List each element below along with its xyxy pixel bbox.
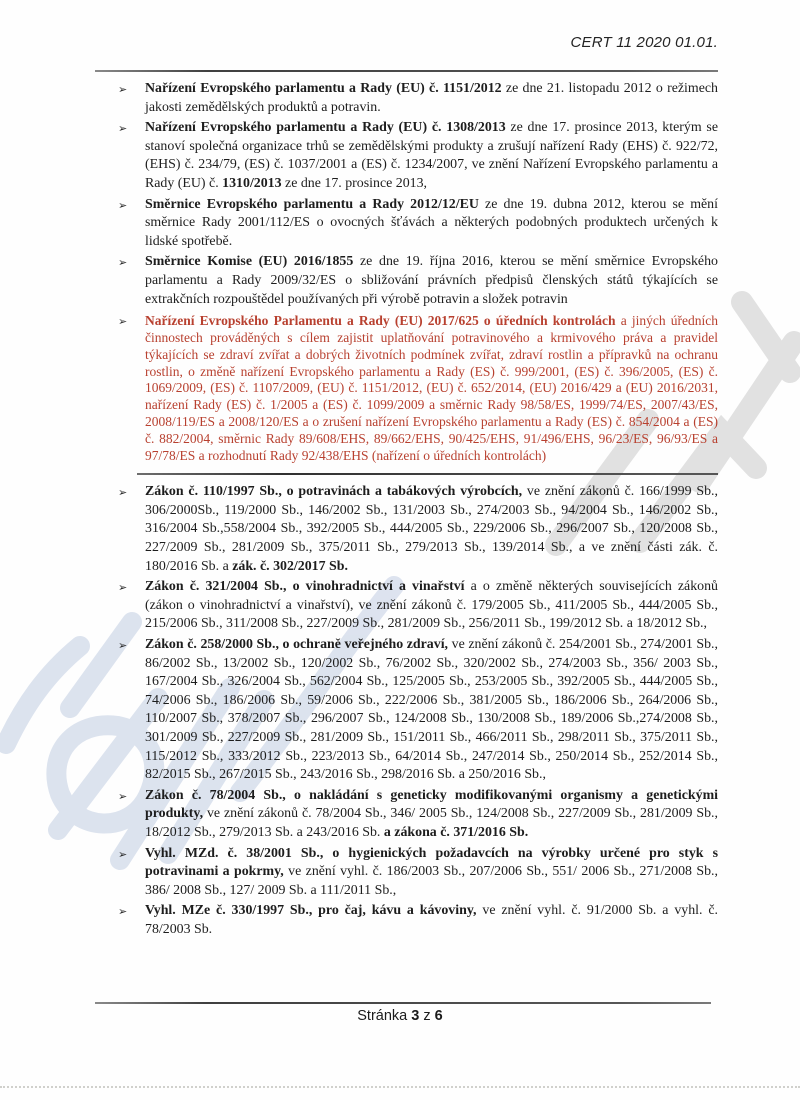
arrow-bullet-icon: ➢	[118, 315, 128, 329]
list-item	[95, 119, 718, 193]
list-item-text: Směrnice Evropského parlamentu a Rady 2012/12/EU ze dne 19. dubna 2012, kterou se mění směrnice Rady 2001/112/ES o ovocných šťávách a některých podobných produktech určených k lidské spotřebě.	[145, 196, 718, 249]
list-item-text: Nařízení Evropského Parlamentu a Rady (EU) 2017/625 o úředních kontrolách a jiných úředních činnostech prováděných s cílem zajistit uplatňování potravinového a krmivového práva a pravidel týkajících se zdraví zvířat a dobrých životních podmínek zvířat, zdraví rostlin a přípravků na ochranu rostlin, o změně nařízení Evropského parlamentu a Rady (ES) č. 999/2001, (ES) č. 396/2005, (ES) č. 1069/2009, (ES) č. 1107/2009, (EU) č. 1151/2012, (EU) č. 652/2014, (EU) 2016/429 a (EU) 2016/2031, nařízení Rady (ES) č. 1/2005 a (ES) č. 1099/2009 a směrnic Rady 98/58/ES, 1999/74/ES, 2007/43/ES, 2008/119/ES a 2008/120/ES a o zrušení nařízení Evropského parlamentu a Rady (ES) č. 854/2004 a (ES) č. 882/2004, směrnic Rady 89/608/EHS, 89/662/EHS, 90/425/EHS, 91/496/EHS, 96/23/ES, 96/93/ES a 97/78/ES a rozhodnutí Rady 92/438/EHS (nařízení o úředních kontrolách)	[145, 313, 718, 463]
list-item-text: Zákon č. 321/2004 Sb., o vinohradnictví a vinařství a o změně některých souvisejících zákonů (zákon o vinohradnictví a vinařství), ve znění zákonů č. 179/2005 Sb., 411/2005 Sb., 444/2005 Sb., 215/2006 Sb., 311/2008 Sb., 227/2009 Sb., 281/2009 Sb., 256/2011 Sb., 199/2012 Sb. a 18/2012 Sb.,	[145, 579, 718, 632]
arrow-bullet-icon: ➢	[118, 83, 128, 96]
list-item	[95, 196, 718, 252]
list-item-text: Nařízení Evropského parlamentu a Rady (EU) č. 1308/2013 ze dne 17. prosince 2013, kterým se stanoví společná organizace trhů se zemědělskými produkty a zrušují nařízení Rady (EHS) č. 922/72, (EHS) č. 234/79, (ES) č. 1037/2001 a (ES) č. 1234/2007, ve znění Nařízení Evropského parlamentu a Rady (EU) č. 1310/2013 ze dne 17. prosince 2013,	[145, 120, 718, 191]
list-item	[95, 787, 718, 843]
list-item	[95, 902, 718, 939]
list-item	[95, 845, 718, 901]
arrow-bullet-icon: ➢	[118, 581, 128, 595]
header-divider-line	[95, 70, 718, 72]
list-item	[95, 636, 718, 785]
list-item	[95, 253, 718, 309]
arrow-bullet-icon: ➢	[118, 789, 128, 803]
list-item-text: Zákon č. 110/1997 Sb., o potravinách a tabákových výrobcích, ve znění zákonů č. 166/1999 Sb., 306/2000Sb., 119/2000 Sb., 146/2002 Sb., 131/2003 Sb., 274/2003 Sb., 94/2004 Sb., 146/2002 Sb., 316/2004 Sb.,558/2004 Sb., 392/2005 Sb., 444/2005 Sb., 229/2006 Sb., 296/2007 Sb., 120/2008 Sb., 227/2009 Sb., 281/2009 Sb., 375/2011 Sb., 279/2013 Sb., 139/2014 Sb., a ve znění části zák. č. 180/2016 Sb. a zák. č. 302/2017 Sb.	[145, 484, 718, 574]
list-item	[95, 483, 718, 576]
national-law-list	[95, 483, 718, 939]
arrow-bullet-icon: ➢	[118, 486, 128, 500]
eu-regulation-list	[95, 80, 718, 464]
list-item	[95, 80, 718, 117]
list-item-text: Zákon č. 258/2000 Sb., o ochraně veřejného zdraví, ve znění zákonů č. 254/2001 Sb., 274/2001 Sb., 86/2002 Sb., 13/2002 Sb., 120/2002 Sb., 76/2002 Sb., 320/2002 Sb., 274/2003 Sb., 356/ 2003 Sb., 167/2004 Sb., 326/2004 Sb., 562/2004 Sb., 125/2005 Sb., 253/2005 Sb., 392/2005 Sb., 444/2005 Sb., 74/2006 Sb., 186/2006 Sb., 59/2006 Sb., 222/2006 Sb., 381/2005 Sb., 186/2006 Sb., 264/2006 Sb., 110/2007 Sb., 378/2007 Sb., 296/2007 Sb., 124/2008 Sb., 130/2008 Sb., 189/2006 Sb.,274/2008 Sb., 301/2009 Sb., 227/2009 Sb., 281/2009 Sb., 151/2011 Sb., 466/2011 Sb., 298/2011 Sb., 375/2011 Sb., 115/2012 Sb., 333/2012 Sb., 223/2013 Sb., 64/2014 Sb., 247/2014 Sb., 250/2014 Sb., 252/2014 Sb., 82/2015 Sb., 267/2015 Sb., 243/2016 Sb., 298/2016 Sb. a 250/2016 Sb.,	[145, 637, 718, 783]
arrow-bullet-icon: ➢	[118, 847, 128, 861]
scan-edge-artifact	[0, 1086, 800, 1088]
document-code: CERT 11 2020 01.01.	[570, 34, 718, 51]
arrow-bullet-icon: ➢	[118, 639, 128, 653]
section-divider-line	[137, 473, 718, 475]
list-item-text: Vyhl. MZd. č. 38/2001 Sb., o hygienických požadavcích na výrobky určené pro styk s potravinami a pokrmy, ve znění vyhl. č. 186/2003 Sb., 207/2006 Sb., 551/ 2006 Sb., 271/2008 Sb., 386/ 2008 Sb., 127/ 2009 Sb. a 111/2011 Sb.,	[145, 845, 718, 898]
arrow-bullet-icon: ➢	[118, 198, 128, 212]
content-area	[95, 80, 718, 942]
list-item	[95, 313, 718, 464]
list-item	[95, 578, 718, 634]
list-item-text: Směrnice Komise (EU) 2016/1855 ze dne 19. října 2016, kterou se mění směrnice Evropského parlamentu a Rady 2009/32/ES o sbližování právních předpisů členských států týkajících se extrakčních rozpouštědel používaných při výrobě potravin a složek potravin	[145, 254, 718, 307]
list-item-text: Zákon č. 78/2004 Sb., o nakládání s geneticky modifikovanými organismy a genetickými produkty, ve znění zákonů č. 78/2004 Sb., 346/ 2005 Sb., 124/2008 Sb., 227/2009 Sb., 281/2009 Sb., 18/2012 Sb., 279/2013 Sb. a 243/2016 Sb. a zákona č. 371/2016 Sb.	[145, 787, 718, 840]
list-item-text: Vyhl. MZe č. 330/1997 Sb., pro čaj, kávu a kávoviny, ve znění vyhl. č. 91/2000 Sb. a vyhl. č. 78/2003 Sb.	[145, 903, 718, 937]
footer-divider-line	[95, 1002, 711, 1004]
arrow-bullet-icon: ➢	[118, 122, 128, 136]
arrow-bullet-icon: ➢	[118, 905, 128, 919]
arrow-bullet-icon: ➢	[118, 256, 128, 270]
page-number: Stránka 3 z 6	[357, 1008, 443, 1024]
list-item-text: Nařízení Evropského parlamentu a Rady (EU) č. 1151/2012 ze dne 21. listopadu 2012 o režimech jakosti zemědělských produktů a potravin.	[145, 81, 718, 115]
